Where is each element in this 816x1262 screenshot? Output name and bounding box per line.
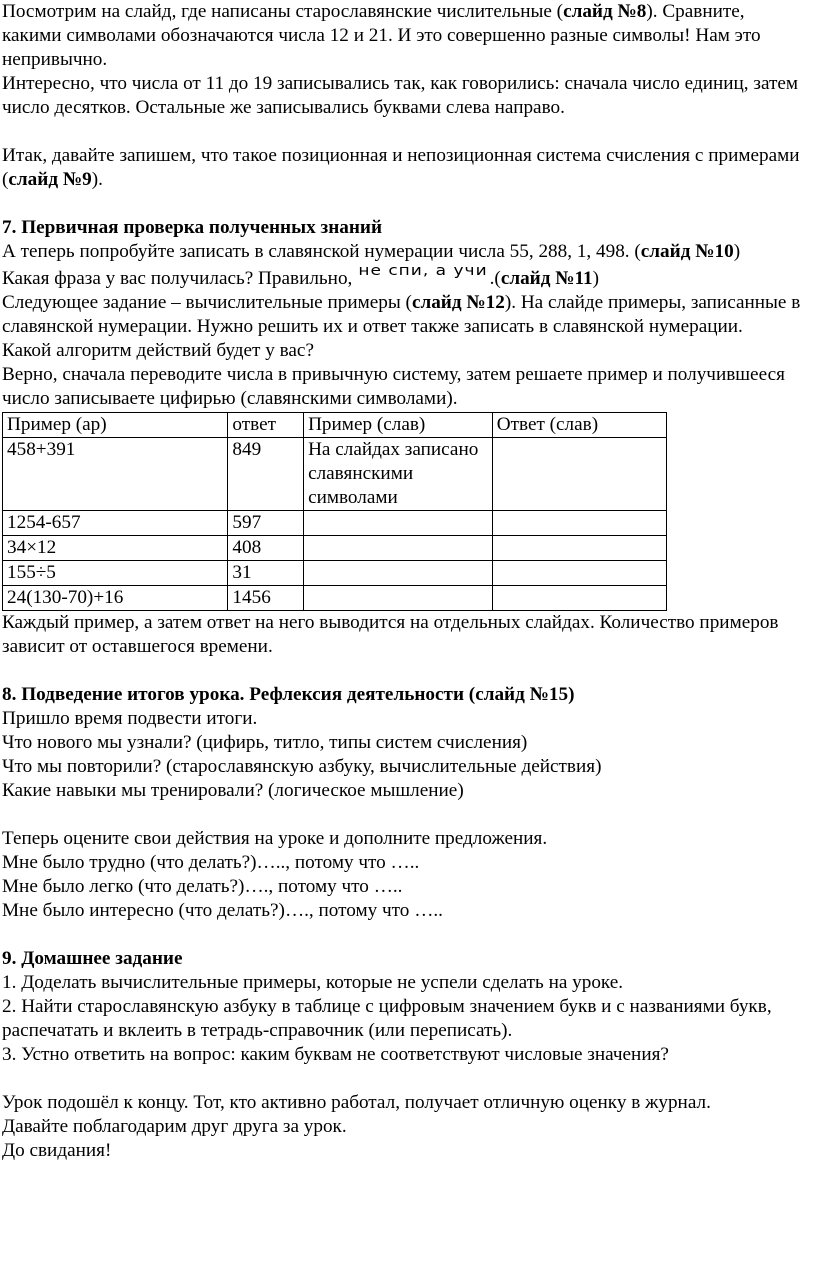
table-cell: На слайдах записано славянскими символами — [304, 438, 493, 511]
section-9-heading: 9. Домашнее задание — [2, 948, 183, 969]
s8-line: Пришло время подвести итоги. — [2, 708, 258, 729]
s7-line-slide-11: Какая фраза у вас получилась? Правильно, не спи, а учи .(слайд №11) — [2, 262, 600, 289]
table-row — [3, 511, 667, 536]
paragraph-slide-8: Посмотрим на слайд, где написаны старославянские числительные (слайд №8). Сравните, какими символами обозначаются числа 12 и 21. И это совершенно разные символы! Нам это непривычно. — [2, 1, 761, 70]
table-header-cell: Пример (ар) — [3, 413, 228, 438]
table-cell — [492, 586, 666, 611]
s8-reflection-line: Теперь оцените свои действия на уроке и дополните предложения. — [2, 828, 548, 849]
table-cell: 1456 — [228, 586, 304, 611]
section-7-heading: 7. Первичная проверка полученных знаний — [2, 217, 383, 238]
closing-line: Давайте поблагодарим друг друга за урок. — [2, 1116, 347, 1137]
table-cell — [304, 536, 493, 561]
homework-item: 1. Доделать вычислительные примеры, которые не успели сделать на уроке. — [2, 972, 624, 993]
examples-table — [2, 412, 667, 611]
s8-reflection-line: Мне было легко (что делать?)…., потому что ….. — [2, 876, 403, 897]
s8-line: Что нового мы узнали? (цифирь, титло, типы систем счисления) — [2, 732, 528, 753]
table-cell — [492, 561, 666, 586]
table-cell: 1254-657 — [3, 511, 228, 536]
table-header-cell: ответ — [228, 413, 304, 438]
paragraph-numbers-11-19: Интересно, что числа от 11 до 19 записывались так, как говорились: сначала число единиц, затем число десятков. Остальные же записывались буквами слева направо. — [2, 73, 799, 118]
slavonic-phrase-image: не спи, а учи — [358, 262, 488, 280]
s7-line-answer: Верно, сначала переводите числа в привычную систему, затем решаете пример и получившееся число записываете цифирью (славянскими символами). — [2, 364, 785, 409]
homework-item: 3. Устно ответить на вопрос: каким буквам не соответствуют числовые значения? — [2, 1044, 669, 1065]
table-cell — [492, 438, 666, 511]
table-header-cell: Пример (слав) — [304, 413, 493, 438]
section-8-heading: 8. Подведение итогов урока. Рефлексия деятельности (слайд №15) — [2, 684, 575, 705]
table-cell — [492, 536, 666, 561]
table-header-cell: Ответ (слав) — [492, 413, 666, 438]
table-row — [3, 438, 667, 511]
s7-line-slide-10: А теперь попробуйте записать в славянской нумерации числа 55, 288, 1, 498. (слайд №10) — [2, 241, 741, 262]
closing-line: До свидания! — [2, 1140, 112, 1161]
s7-line-slide-12: Следующее задание – вычислительные примеры (слайд №12). На слайде примеры, записанные в славянской нумерации. Нужно решить их и ответ также записать в славянской нумерации. — [2, 292, 801, 337]
table-cell: 597 — [228, 511, 304, 536]
table-cell — [304, 511, 493, 536]
table-cell: 34×12 — [3, 536, 228, 561]
table-row — [3, 561, 667, 586]
document-page — [2, 0, 802, 1163]
homework-item: 2. Найти старославянскую азбуку в таблице с цифровым значением букв и с названиями букв, распечатать и вклеить в тетрадь-справочник (или переписать). — [2, 996, 772, 1041]
closing-line: Урок подошёл к концу. Тот, кто активно работал, получает отличную оценку в журнал. — [2, 1092, 711, 1113]
s8-line: Что мы повторили? (старославянскую азбуку, вычислительные действия) — [2, 756, 602, 777]
table-row — [3, 586, 667, 611]
table-cell — [304, 561, 493, 586]
table-cell: 31 — [228, 561, 304, 586]
paragraph-after-table: Каждый пример, а затем ответ на него выводится на отдельных слайдах. Количество примеров зависит от оставшегося времени. — [2, 612, 779, 657]
s8-reflection-line: Мне было трудно (что делать?)….., потому что ….. — [2, 852, 420, 873]
table-cell: 458+391 — [3, 438, 228, 511]
s8-line: Какие навыки мы тренировали? (логическое мышление) — [2, 780, 464, 801]
table-cell: 24(130-70)+16 — [3, 586, 228, 611]
table-cell — [492, 511, 666, 536]
table-cell — [304, 586, 493, 611]
table-cell: 408 — [228, 536, 304, 561]
table-cell: 155÷5 — [3, 561, 228, 586]
table-cell: 849 — [228, 438, 304, 511]
paragraph-slide-9: Итак, давайте запишем, что такое позиционная и непозиционная система счисления с примерами (слайд №9). — [2, 145, 800, 190]
s8-reflection-line: Мне было интересно (что делать?)…., потому что ….. — [2, 900, 443, 921]
table-row — [3, 536, 667, 561]
table-header-row — [3, 413, 667, 438]
s7-line-question: Какой алгоритм действий будет у вас? — [2, 340, 314, 361]
